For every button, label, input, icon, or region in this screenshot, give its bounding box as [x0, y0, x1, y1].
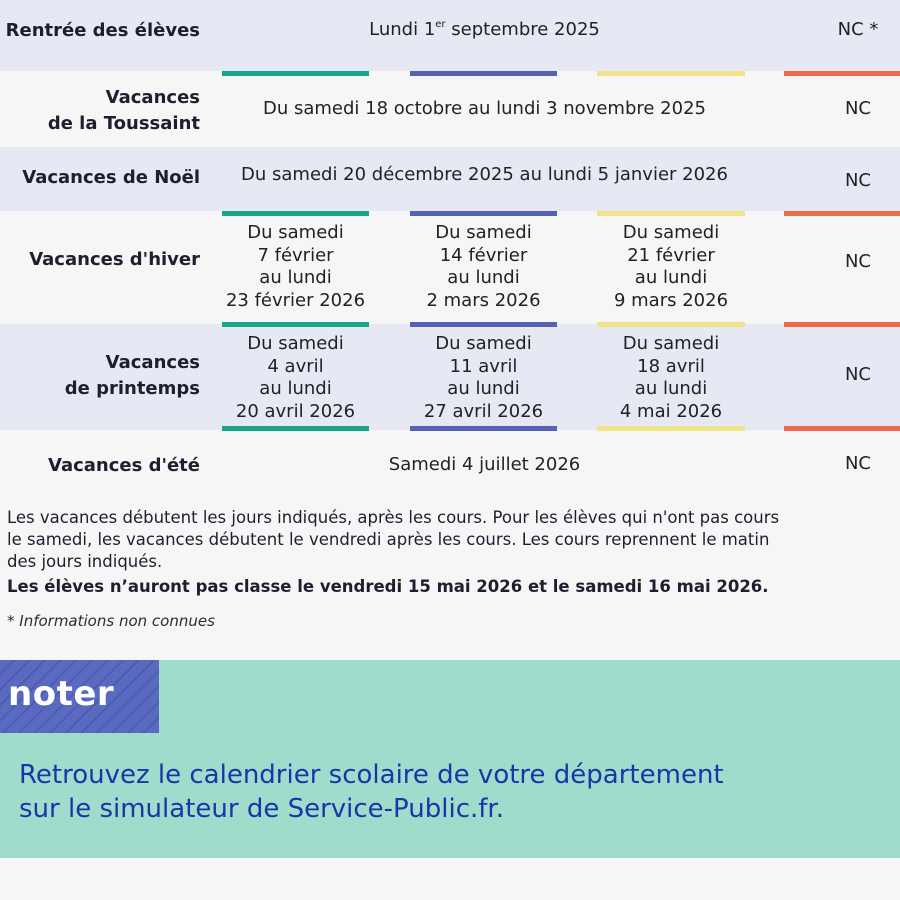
- hiver-zone-b: Du samedi 14 février au lundi 2 mars 2026: [426, 222, 541, 311]
- note-paragraph: Les vacances débutent les jours indiqués, après les cours. Pour les élèves qui n'ont pas cours le samedi, les vacances débutent le vendredi après les cours. Les cours reprennent le matin des jours indiqués.: [7, 508, 780, 571]
- zone-a-bar: [222, 322, 369, 327]
- zone-a-bar: [222, 426, 369, 431]
- zone-b-bar: [410, 322, 557, 327]
- bottom-strip: [0, 858, 900, 900]
- row-toussaint: [0, 71, 900, 147]
- zone-a-bar: [222, 71, 369, 76]
- zone-a-bar: [222, 211, 369, 216]
- label-printemps: Vacances de printemps: [64, 352, 200, 399]
- zone-c-bar: [597, 322, 745, 327]
- row-noel: [0, 147, 900, 211]
- date-rentree: Lundi 1er septembre 2025: [369, 19, 600, 40]
- label-rentree: Rentrée des élèves: [5, 20, 200, 41]
- dates-toussaint: Du samedi 18 octobre au lundi 3 novembre 2025: [262, 98, 706, 119]
- zone-corse-bar: [784, 322, 900, 327]
- label-noel: Vacances de Noël: [22, 167, 200, 188]
- nc-hiver: NC: [844, 251, 872, 272]
- noter-label: noter: [8, 674, 115, 714]
- printemps-zone-a: Du samedi 4 avril au lundi 20 avril 2026: [235, 333, 356, 422]
- row-ete: [0, 430, 900, 489]
- nc-noel: NC: [844, 170, 872, 191]
- printemps-zone-c: Du samedi 18 avril au lundi 4 mai 2026: [619, 333, 723, 422]
- noter-tag: [0, 660, 159, 733]
- hiver-zone-a: Du samedi 7 février au lundi 23 février 2026: [225, 222, 366, 311]
- callout-box: [0, 660, 900, 858]
- notes-section: [0, 489, 900, 660]
- zone-b-bar: [410, 71, 557, 76]
- zone-corse-bar: [784, 426, 900, 431]
- zone-c-bar: [597, 71, 745, 76]
- note-no-class: Les élèves n’auront pas classe le vendredi 15 mai 2026 et le samedi 16 mai 2026.: [7, 577, 769, 596]
- zone-b-bar: [410, 426, 557, 431]
- zone-corse-bar: [784, 211, 900, 216]
- nc-toussaint: NC: [844, 98, 872, 119]
- zone-b-bar: [410, 211, 557, 216]
- nc-rentree: NC *: [837, 19, 879, 40]
- label-toussaint: Vacances de la Toussaint: [47, 87, 200, 134]
- row-hiver: [0, 211, 900, 324]
- dates-noel: Du samedi 20 décembre 2025 au lundi 5 janvier 2026: [241, 164, 728, 185]
- row-rentree: [0, 0, 900, 71]
- zone-c-bar: [597, 426, 745, 431]
- label-hiver: Vacances d'hiver: [29, 249, 200, 270]
- hiver-zone-c: Du samedi 21 février au lundi 9 mars 2026: [613, 222, 729, 311]
- zone-c-bar: [597, 211, 745, 216]
- callout-message[interactable]: Retrouvez le calendrier scolaire de votre département sur le simulateur de Service-Public.fr.: [19, 760, 724, 824]
- nc-ete: NC: [844, 453, 872, 474]
- dates-ete: Samedi 4 juillet 2026: [388, 454, 581, 475]
- footnote: * Informations non connues: [7, 612, 215, 630]
- zone-corse-bar: [784, 71, 900, 76]
- printemps-zone-b: Du samedi 11 avril au lundi 27 avril 2026: [423, 333, 544, 422]
- label-ete: Vacances d'été: [48, 455, 200, 476]
- nc-printemps: NC: [844, 364, 872, 385]
- row-printemps: [0, 324, 900, 430]
